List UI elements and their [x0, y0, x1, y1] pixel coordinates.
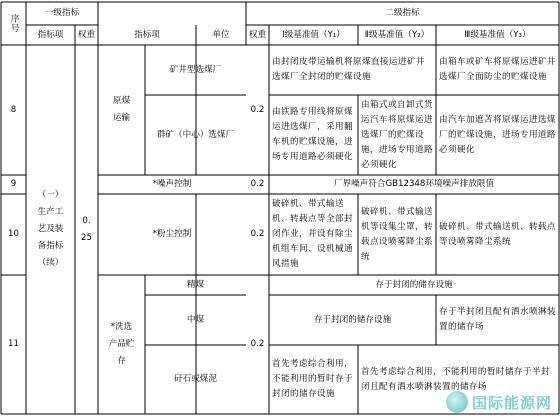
- header-baseline-3: Ⅲ级基准值（Y₃）: [464, 29, 531, 40]
- row11-r1-all: 存于封闭的储存设施: [375, 279, 453, 290]
- row8-sub1: 矿井型选煤厂: [169, 64, 222, 75]
- row8-group: 原煤运输: [112, 96, 131, 123]
- header-seq: 序号: [9, 13, 19, 34]
- row9-weight: 0.2: [250, 179, 265, 189]
- row8-r2-b1: 由铁路专用线将原煤运进选煤厂，采用翻车机的贮煤设施，进场专用道路必须硬化: [272, 107, 353, 162]
- header-weight: 权重: [77, 30, 96, 40]
- header-weight-2: 权重: [248, 30, 267, 40]
- header-baseline-1: Ⅰ级基准值（Y₁）: [282, 29, 345, 40]
- row11-no: 11: [8, 339, 19, 349]
- level1-weight: 0.25: [81, 215, 92, 243]
- row10-item: *粉尘控制: [152, 229, 192, 239]
- row8-no: 8: [10, 104, 17, 115]
- row11-r3-b23: 首先考虑综合利用，不能利用的暂时储存于半封闭且配有洒水喷淋装置的储存场: [361, 366, 550, 392]
- header-ind-item-2: 指标项: [134, 29, 160, 40]
- row9-value: 厂界噪声符合GB12348环境噪声排放限值: [333, 179, 495, 189]
- row10-b1: 破碎机、带式输送机、转载点等全部封闭作业，并设有除尘机组车间、设机械通风措施: [272, 199, 353, 269]
- row8-r2-b2: 由箱式或自卸式货运汽车将原煤运进选煤厂的贮煤设施，进场专用道路必须硬化: [361, 99, 433, 170]
- row11-group: *洗选产品贮存: [108, 322, 135, 366]
- watermark-logo-icon: [446, 391, 468, 413]
- row10-no: 10: [8, 229, 19, 239]
- header-unit: 单位: [212, 29, 230, 40]
- row8-r1-b3: 由箱车或矿车将原煤运进矿井选煤厂全面防尘的贮煤设施: [439, 57, 556, 82]
- row10-b2: 破碎机、带式输送机等设集尘罩，转载点设喷雾降尘系统: [361, 206, 433, 262]
- row8-r2-b3: 由汽车加遮苫将原煤运进选煤厂的贮煤设施，进场专用道路必须硬化: [439, 114, 556, 155]
- row11-sub3: 矸石或煤泥: [174, 374, 217, 384]
- row10-weight: 0.2: [250, 229, 265, 239]
- row11-weight: 0.2: [250, 339, 265, 349]
- header-level2: 二级指标: [385, 8, 420, 18]
- row8-sub2: 群矿（中心）选煤厂: [156, 129, 235, 140]
- header-baseline-2: Ⅱ级基准值（Y₂）: [364, 29, 430, 40]
- row11-r2-b3: 存于半封闭且配有洒水喷淋装置的储存场: [439, 307, 556, 332]
- level1-name: （一）生产工艺及装备指标（续）: [37, 190, 64, 268]
- row8-r1-b1: 由封闭皮带运输机将原煤直接运进矿井选煤厂全封闭的贮煤设施: [272, 57, 425, 82]
- row11-r2-b12: 存于封闭的储存设施: [313, 314, 392, 325]
- header-level1: 一级指标: [44, 8, 80, 18]
- row10-b3: 破碎机、带式输送机、转载点等设喷雾降尘系统: [439, 221, 556, 247]
- header-ind-item: 指标项: [37, 30, 64, 40]
- row9-item: *噪声控制: [152, 179, 192, 189]
- row9-no: 9: [10, 179, 17, 189]
- watermark-text: 国际能源网: [471, 393, 552, 412]
- row8-weight: 0.2: [250, 104, 265, 115]
- row11-sub1: 精煤: [186, 279, 205, 290]
- watermark: [446, 391, 552, 413]
- row11-r3-b1: 首先考虑综合利用，不能利用的暂时存于封闭的储存设施: [272, 359, 353, 399]
- row11-sub2: 中煤: [186, 314, 205, 325]
